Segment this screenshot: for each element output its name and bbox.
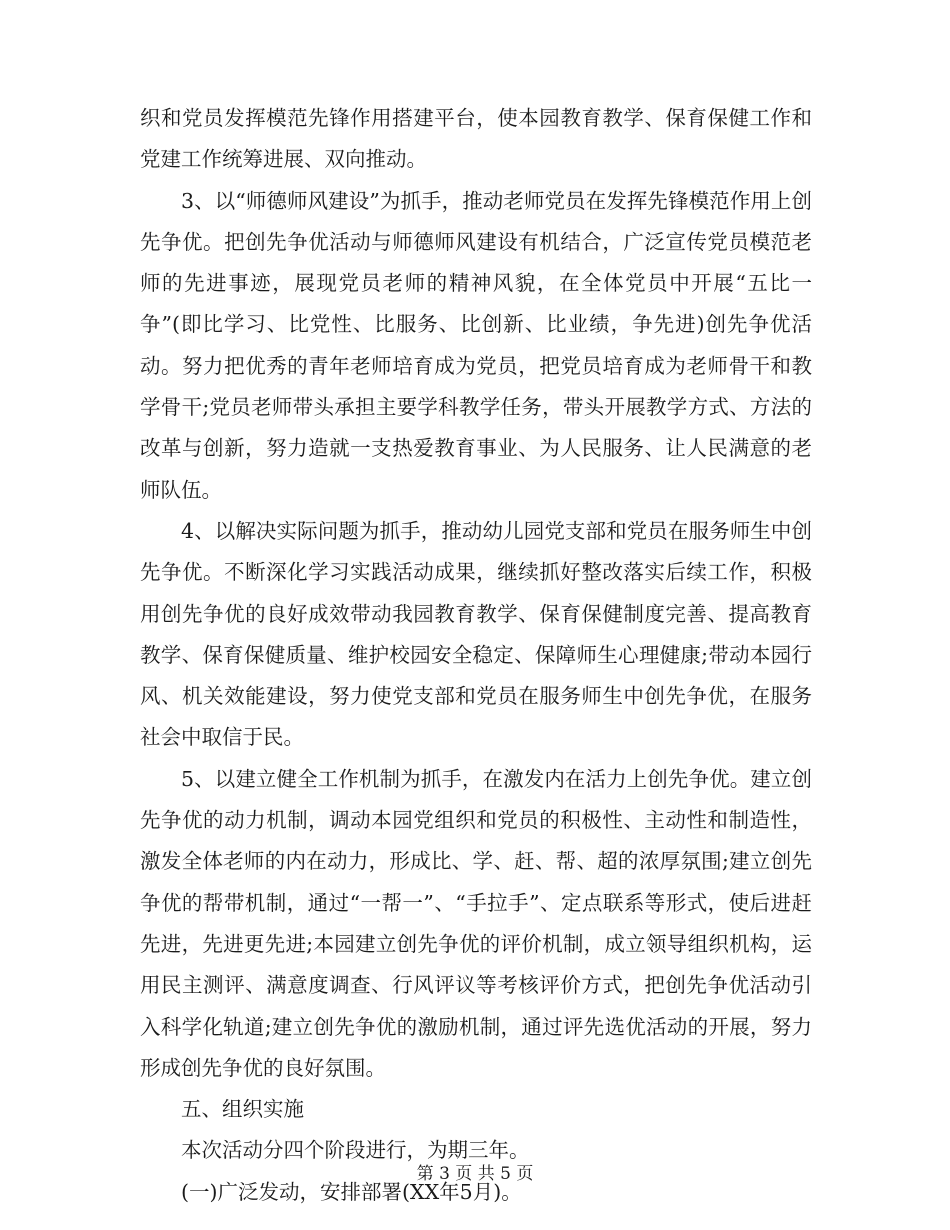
page-number-footer: 第 3 页 共 5 页 [416, 1164, 534, 1184]
paragraph-continuation: 织和党员发挥模范先锋作用搭建平台，使本园教育教学、保育保健工作和党建工作统筹进展、双向推动。 [140, 106, 812, 172]
paragraph-item-3: 3、以“师德师风建设”为抓手，推动老师党员在发挥先锋模范作用上创先争优。把创先争优活动与师德师风建设有机结合，广泛宣传党员模范老师的先进事迹，展现党员老师的精神风貌，在全体党员中开展“五比一争”(即比学习、比党性、比服务、比创新、比业绩，争先进)创先争优活动。努力把优秀的青年老师培育成为党员，把党员培育成为老师骨干和教学骨干;党员老师带头承担主要学科教学任务，带头开展教学方式、方法的改革与创新，努力造就一支热爱教育事业、为人民服务、让人民满意的老师队伍。 [140, 188, 812, 502]
section-heading: 五、组织实施 [181, 1097, 304, 1122]
paragraph-item-4: 4、以解决实际问题为抓手，推动幼儿园党支部和党员在服务师生中创先争优。不断深化学习实践活动成果，继续抓好整改落实后续工作，积极用创先争优的良好成效带动我园教育教学、保育保健制度完善、提高教育教学、保育保健质量、维护校园安全稳定、保障师生心理健康;带动本园行风、机关效能建设，努力使党支部和党员在服务师生中创先争优，在服务社会中取信于民。 [140, 518, 812, 750]
paragraph-overview: 本次活动分四个阶段进行，为期三年。 [181, 1138, 530, 1163]
document-body [140, 98, 812, 1213]
paragraph-item-5: 5、以建立健全工作机制为抓手，在激发内在活力上创先争优。建立创先争优的动力机制，调动本园党组织和党员的积极性、主动性和制造性，激发全体老师的内在动力，形成比、学、赶、帮、超的浓厚氛围;建立创先争优的帮带机制，通过“一帮一”、“手拉手”、定点联系等形式，使后进赶先进，先进更先进;本园建立创先争优的评价机制，成立领导组织机构，运用民主测评、满意度调查、行风评议等考核评价方式，把创先争优活动引入科学化轨道;建立创先争优的激励机制，通过评先选优活动的开展，努力形成创先争优的良好氛围。 [140, 766, 812, 1080]
stage-heading: (一)广泛发动，安排部署(XX年5月)。 [181, 1179, 522, 1204]
